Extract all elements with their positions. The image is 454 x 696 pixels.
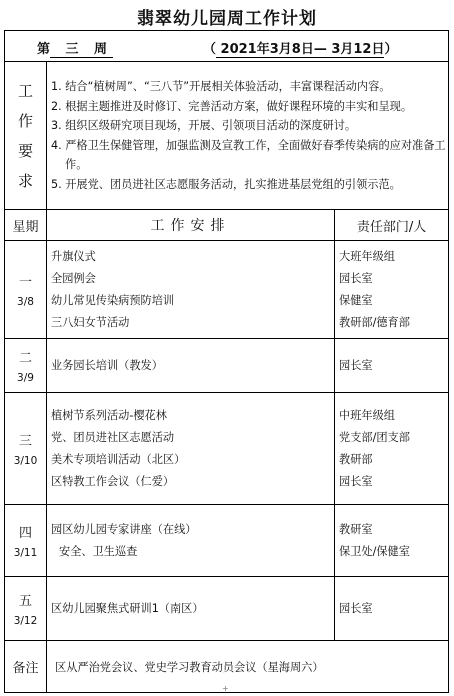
requirements-row xyxy=(5,62,449,210)
dept-list xyxy=(335,393,449,505)
task-list xyxy=(47,339,335,393)
dept-list xyxy=(335,339,449,393)
week-row xyxy=(5,31,449,62)
task-list xyxy=(47,241,335,339)
requirement-item: 3. 组织区级研究项目现场，开展、引领项目活动的深度研讨。 xyxy=(51,119,357,132)
task-list xyxy=(47,393,335,505)
day-row-monday xyxy=(5,241,449,339)
weekly-plan-table xyxy=(4,30,449,693)
task-item: 三八妇女节活动 xyxy=(51,315,130,329)
task-item: 幼儿常见传染病预防培训 xyxy=(51,293,175,307)
day-row-thursday xyxy=(5,505,449,577)
day-row-friday xyxy=(5,577,449,641)
task-item: 区幼儿园聚焦式研训1（南区） xyxy=(51,601,204,615)
week-number: 第 三 周 xyxy=(37,38,113,58)
requirements-list xyxy=(47,62,449,210)
dept-item: 教研部/德育部 xyxy=(339,315,410,329)
task-item: 园区幼儿园专家讲座（在线） xyxy=(51,522,197,536)
header-tasks: 工作安排 xyxy=(47,210,335,241)
dept-item: 园长室 xyxy=(339,358,373,372)
dept-item: 党支部/团支部 xyxy=(339,430,410,444)
requirements-label: 工 作 要 求 xyxy=(5,62,47,210)
task-item: 区特教工作会议（仁爱） xyxy=(51,474,175,488)
dept-item: 园长室 xyxy=(339,271,373,285)
remarks-text: 区从严治党会议、党史学习教育动员会议（星海周六） xyxy=(47,641,449,693)
header-row xyxy=(5,210,449,241)
dept-item: 教研室 xyxy=(339,522,373,536)
header-dept: 责任部门/人 xyxy=(335,210,449,241)
dept-item: 保卫处/保健室 xyxy=(339,544,410,558)
task-item: 业务园长培训（教发） xyxy=(51,358,163,372)
task-item: 党、团员进社区志愿活动 xyxy=(51,430,175,444)
day-cell: 一 3/8 xyxy=(5,241,47,339)
footer-mark: + xyxy=(222,684,229,693)
dept-list xyxy=(335,505,449,577)
dept-list xyxy=(335,241,449,339)
day-cell: 四 3/11 xyxy=(5,505,47,577)
day-cell: 五 3/12 xyxy=(5,577,47,641)
dept-item: 中班年级组 xyxy=(339,408,395,422)
page-title: 翡翠幼儿园周工作计划 xyxy=(137,9,317,29)
dept-item: 园长室 xyxy=(339,474,373,488)
dept-item: 教研部 xyxy=(339,452,373,466)
day-row-wednesday xyxy=(5,393,449,505)
task-item: 美术专项培训活动（北区） xyxy=(51,452,186,466)
task-list xyxy=(47,577,335,641)
week-dates: （ 2021年3月8日— 3月12日） xyxy=(203,42,398,57)
task-item: 植树节系列活动-樱花林 xyxy=(51,408,167,422)
dept-item: 大班年级组 xyxy=(339,249,395,263)
dept-item: 保健室 xyxy=(339,293,373,307)
day-row-tuesday xyxy=(5,339,449,393)
remarks-label: 备注 xyxy=(5,641,47,693)
task-item: 安全、卫生巡查 xyxy=(59,544,138,558)
dept-item: 园长室 xyxy=(339,601,373,615)
requirement-item: 4. 严格卫生保健管理，加强监测及宣教工作，全面做好春季传染病的应对准备工作。 xyxy=(51,138,446,171)
header-day: 星期 xyxy=(5,210,47,241)
requirement-item: 5. 开展党、团员进社区志愿服务活动，扎实推进基层党组的引领示范。 xyxy=(51,177,401,191)
task-item: 全园例会 xyxy=(51,271,96,285)
requirement-item: 2. 根据主题推进及时修订、完善活动方案，做好课程环境的丰实和呈现。 xyxy=(51,99,413,113)
day-cell: 二 3/9 xyxy=(5,339,47,393)
task-item: 升旗仪式 xyxy=(51,249,96,263)
day-cell: 三 3/10 xyxy=(5,393,47,505)
week-cell xyxy=(5,31,449,62)
requirement-item: 1. 结合“植树周”、“三八节”开展相关体验活动，丰富课程活动内容。 xyxy=(51,80,391,93)
task-list xyxy=(47,505,335,577)
dept-list xyxy=(335,577,449,641)
